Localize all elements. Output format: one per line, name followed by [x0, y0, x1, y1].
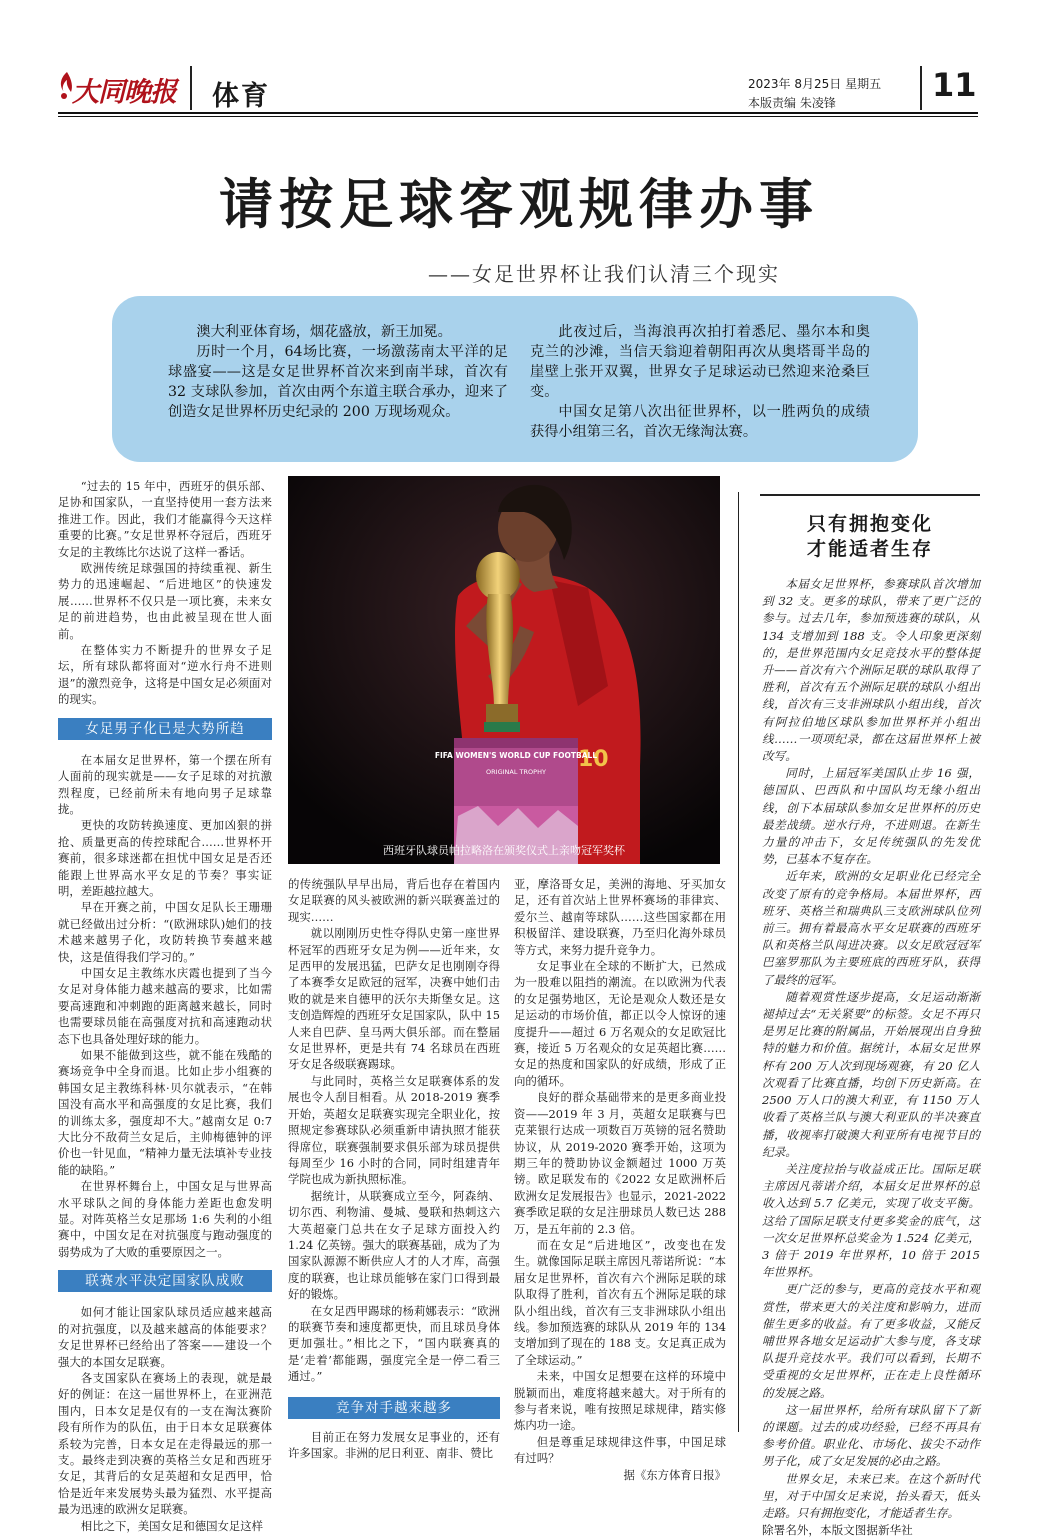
body-paragraph: 相比之下，美国女足和德国女足这样: [80, 1518, 264, 1533]
body-paragraph: 在世界杯舞台上，中国女足与世界高水平球队之间的身体能力差距也愈发明显。对阵英格兰女足那场 1:6 失利的小组赛中，中国女足在对抗强度与跑动强度的弱势成为了大败的重要原因之一。: [58, 1179, 272, 1259]
column-1: [58, 478, 272, 1534]
subheadline: ——女足世界杯让我们认清三个现实: [428, 262, 780, 286]
column-3: [514, 876, 726, 1483]
header-rule-thin: [58, 116, 978, 117]
column-divider: [738, 492, 739, 1432]
body-paragraph: 就以刚刚历史性夺得队史第一座世界杯冠军的西班牙女足为例——近年来，女足西甲的发展迅猛，巴萨女足也刚刚夺得了本赛季女足欧冠的冠军，决赛中她们击败的就是来自德甲的沃尔夫斯堡女足。这支创造辉煌的西班牙女足国家队，队中 15 人来自巴萨、皇马两大俱乐部。而在整届女足世界杯，更是共有 74 名球员在西班牙女足各级联赛踢球。: [288, 926, 500, 1072]
photo-caption: 西班牙队球员帕拉略洛在颁奖仪式上亲吻冠军奖杯: [383, 844, 625, 857]
lead-paragraph: 澳大利亚体育场，烟花盛放，新王加冕。: [196, 324, 452, 340]
trophy-photo: [288, 476, 720, 864]
trophy-label: FIFA WOMEN'S WORLD CUP FOOTBALL: [434, 751, 598, 760]
body-paragraph: 良好的群众基础带来的是更多商业投资——2019 年 3 月，英超女足联赛与巴克莱银行达成一项数百万英镑的冠名赞助协议，从 2019-2020 赛季开始，这项为期三年的赞助协议金额超过 1000 万英镑。欧足联发布的《2022 女足欧洲杯后欧洲女足发展报告》也显示，2021-2022 赛季欧足联的女足注册球员人数已达 288 万，是五年前的 2.3 倍。: [514, 1090, 726, 1236]
lead-paragraph: 历时一个月，64场比赛，一场激荡南太平洋的足球盛宴——这是女足世界杯首次来到南半球，首次有 32 支球队参加，首次由两个东道主联合承办，迎来了创造女足世界杯历史纪录的 200 万现场观众。: [168, 344, 508, 420]
sidebar-title-line: 才能适者生存: [806, 538, 933, 560]
body-paragraph: “过去的 15 年中，西班牙的俱乐部、足协和国家队，一直坚持使用一套方法来推进工作。因此，我们才能赢得今天这样重要的比赛。”女足世界杯夺冠后，西班牙女足的主教练比尔达说了这样一番话。: [58, 479, 272, 559]
divider: [190, 66, 192, 110]
sidebar-title-line: 只有拥抱变化: [806, 513, 933, 535]
lead-left: [168, 322, 508, 422]
body-paragraph: 在本届女足世界杯，第一个摆在所有人面前的现实就是——女子足球的对抗激烈程度，已经前所未有地向男子足球靠拢。: [58, 752, 272, 816]
body-paragraph: 但是尊重足球规律这件事，中国足球有过吗？: [514, 1434, 726, 1466]
body-paragraph: 关注度拉抬与收益成正比。国际足联主席因凡蒂诺介绍，本届女足世界杯的总收入达到 5.7 亿美元，实现了收支平衡。这给了国际足联支付更多奖金的底气，这一次女足世界杯总奖金为 1.524 亿美元，3 倍于 2019 年世界杯，10 倍于 2015 年世界杯。: [762, 1161, 980, 1280]
headline: 请按足球客观规律办事: [219, 173, 819, 236]
header-rule: [58, 112, 978, 114]
photo-illustration: [288, 476, 720, 864]
subheading-3: 竞争对手越来越多: [288, 1397, 500, 1419]
body-paragraph: 女足事业在全球的不断扩大，已然成为一股难以阻挡的潮流。在以欧洲为代表的女足强势地区，无论是观众人数还是女足运动的市场价值，都正以令人惊讶的速度提升——超过 6 万名观众的女足欧冠比赛，接近 5 万名观众的女足英超比赛……女足的热度和国家队的好成绩，形成了正向的循环。: [514, 959, 726, 1088]
body-paragraph: 据统计，从联赛成立至今，阿森纳、切尔西、利物浦、曼城、曼联和热刺这六大英超豪门总共在女子足球方面投入约 1.24 亿英镑。强大的联赛基础，成为了为国家队源源不断供应人才的人才库，高强度的联赛，也让球员能够在家门口得到最好的锻炼。: [288, 1188, 500, 1302]
body-paragraph: 近年来，欧洲的女足职业化已经完全改变了原有的竞争格局。本届世界杯，西班牙、英格兰和瑞典队三支欧洲球队位列前三。拥有着最高水平女足联赛的西班牙队和英格兰队闯进决赛。以女足欧冠冠军巴塞罗那队为主要班底的西班牙队，获得了最终的冠军。: [762, 869, 980, 987]
body-paragraph: 而在女足“后进地区”，改变也在发生。就像国际足联主席因凡蒂诺所说：“本届女足世界杯，首次有六个洲际足联的球队取得了胜利，首次有五个洲际足联的球队小组出线，首次有三支非洲球队小组出线。参加预选赛的球队从 2019 年的 134 支增加到了现在的 188 支。女足真正成为了全球运动。”: [514, 1237, 726, 1367]
body-paragraph: 更广泛的参与，更高的竞技水平和观赏性，带来更大的关注度和影响力，进而催生更多的收益。有了更多收益，又能反哺世界各地女足运动扩大参与度，各支球队提升竞技水平。我们可以看到，长期不受重视的女足世界杯，正在走上良性循环的发展之路。: [762, 1282, 980, 1400]
sidebar-rule: [760, 494, 980, 496]
subheading-1: 女足男子化已是大势所趋: [58, 718, 272, 740]
sidebar-title: [760, 512, 980, 562]
body-paragraph: 在整体实力不断提升的世界女子足坛，所有球队都将面对“逆水行舟不进则退”的激烈竞争，这将是中国女足必须面对的现实。: [58, 643, 272, 707]
body-paragraph: 这一届世界杯，给所有球队留下了新的课题。过去的成功经验，已经不再具有参考价值。职业化、市场化、拔尖不动作男子化，成了女足发展的必由之路。: [762, 1402, 980, 1469]
body-paragraph: 如果不能做到这些，就不能在残酷的赛场竞争中全身而退。比如止步小组赛的韩国女足主教练科林·贝尔就表示，“在韩国没有高水平和高强度的女足比赛，我们的训练太多，强度却不大。”越南女足 0:7 大比分不敌荷兰女足后，主帅梅德钟的评价也一针见血，“精神力量无法填补专业技能的缺陷。”: [58, 1048, 272, 1177]
body-paragraph: 随着观赏性逐步提高，女足运动渐渐褪掉过去“无关紧要”的标签。女足不再只是男足比赛的附属品，开始展现出自身独特的魅力和价值。据统计，本届女足世界杯有 200 万人次到现场观赛，有 20 亿人次观看了比赛直播，均创下历史新高。在 2500 万人口的澳大利亚，有 1150 万人收看了英格兰队与澳大利亚队的半决赛直播，收视率打破澳大利亚所有电视节目的纪录。: [762, 989, 980, 1159]
body-paragraph: 欧洲传统足球强国的持续重视、新生势力的迅速崛起、“后进地区”的快速发展……世界杯不仅只是一项比赛，未来女足的前进趋势，也由此被呈现在世人面前。: [58, 561, 272, 641]
body-paragraph: 世界女足，未来已来。在这个新时代里，对于中国女足来说，抬头看天，低头走路。只有拥抱变化，才能适者生存。: [762, 1471, 980, 1520]
lead-paragraph: 此夜过后，当海浪再次拍打着悉尼、墨尔本和奥克兰的沙滩，当信天翁迎着朝阳再次从奥塔哥半岛的崖壁上张开双翼，世界女子足球运动已然迎来沧桑巨变。: [530, 324, 870, 400]
lead-paragraph: 中国女足第八次出征世界杯，以一胜两负的成绩获得小组第三名，首次无缘淘汰赛。: [530, 404, 870, 440]
jersey-number: 10: [578, 747, 609, 772]
page-editor: 本版责编 朱凌锋: [748, 96, 836, 110]
trophy-sub-label: ORIGINAL TROPHY: [486, 768, 546, 776]
article-source: 据《东方体育日报》: [623, 1467, 726, 1482]
body-paragraph: 中国女足主教练水庆霞也提到了当今女足对身体能力越来越高的要求，比如需要高速跑和冲刺跑的距离越来越长，同时也需要球员能在高强度对抗和高速跑动状态下也具备处理好球的能力。: [58, 965, 272, 1046]
issue-date: 2023年 8月25日 星期五: [748, 77, 882, 91]
body-paragraph: 各支国家队在赛场上的表现，就是最好的例证：在这一届世界杯上，在亚洲范围内，日本女足是仅有的一支在淘汰赛阶段有所作为的队伍，由于日本女足联赛体系较为完善，日本女足在走得最远的那一支。最终走到决赛的英格兰女足和西班牙女足，其背后的女足英超和女足西甲，恰恰是近年来发展势头最为猛烈、水平提高最为迅速的欧洲女足联赛。: [58, 1370, 272, 1517]
body-paragraph: 早在开赛之前，中国女足队长王珊珊就已经做出过分析：“(欧洲球队)她们的技术越来越男子化，攻防转换节奏越来越快，这是值得我们学习的。”: [58, 900, 272, 964]
body-paragraph: 同时，上届冠军美国队止步 16 强，德国队、巴西队和中国队均无缘小组出线，创下本届球队参加女足世界杯的历史最差战绩。逆水行舟，不进则退。在新生力量的冲击下，女足传统强队的先发优势，已基本不复存在。: [762, 766, 980, 867]
column-2: [288, 876, 500, 1461]
newspaper-logo: [58, 64, 180, 112]
lead-right: [530, 322, 870, 442]
body-paragraph: 未来，中国女足想要在这样的环境中脱颖而出，难度将越来越大。对于所有的参与者来说，唯有按照足球规律，踏实修炼内功一途。: [514, 1369, 726, 1433]
body-paragraph: 目前正在努力发展女足事业的，还有许多国家。非洲的尼日利亚、南非、赞比: [288, 1429, 500, 1460]
body-paragraph: 更快的攻防转换速度、更加凶狠的拼抢、质量更高的传控球配合……世界杯开赛前，很多球迷都在担忧中国女足是否还能跟上世界高水平女足的节奏？事实证明，差距越拉越大。: [58, 818, 272, 898]
sidebar-body: [762, 576, 980, 1539]
credit-note: 除署名外，本版文图据新华社: [762, 1523, 913, 1538]
body-paragraph: 的传统强队早早出局，背后也存在着国内女足联赛的风头被欧洲的新兴联赛盖过的现实……: [288, 877, 500, 924]
body-paragraph: 亚，摩洛哥女足，美洲的海地、牙买加女足，还有首次站上世界杯赛场的菲律宾、爱尔兰、越南等球队……这些国家都在用积极留洋、建设联赛，乃至归化海外球员等方式，来努力提升竞争力。: [514, 877, 726, 957]
body-paragraph: 如何才能让国家队球员适应越来越高的对抗强度，以及越来越高的体能要求？女足世界杯已经给出了答案——建设一个强大的本国女足联赛。: [58, 1305, 272, 1369]
divider: [920, 66, 922, 110]
body-paragraph: 与此同时，英格兰女足联赛体系的发展也令人刮目相看。从 2018-2019 赛季开始，英超女足联赛实现完全职业化，按照规定参赛球队必须重新申请执照才能获得席位，联赛强制要求俱乐部为球员提供每周至少 16 小时的合同，同时组建青年学院也成为新执照标准。: [288, 1073, 500, 1187]
body-paragraph: 在女足西甲踢球的杨莉娜表示：“欧洲的联赛节奏和速度都更快，而且球员身体更加强壮。”相比之下，“国内联赛真的是‘走着’都能踢，强度完全是一停二看三通过。”: [288, 1303, 500, 1384]
page-number: 11: [932, 66, 977, 104]
subheading-2: 联赛水平决定国家队成败: [58, 1270, 272, 1292]
section-title: 体育: [212, 81, 270, 112]
body-paragraph: 本届女足世界杯，参赛球队首次增加到 32 支。更多的球队，带来了更广泛的参与。过去几年，参加预选赛的球队，从 134 支增加到 188 支。令人印象更深刻的，是世界范围内女足竞技水平的整体提升——首次有六个洲际足联的球队取得了胜利，首次有五个洲际足联的球队小组出线，首次有三支非洲球队小组出线，首次有阿拉伯地区球队参加世界杯并小组出线……一项项纪录，都在这届世界杯上被改写。: [762, 577, 980, 764]
newspaper-name: 大同晚报: [72, 77, 176, 108]
